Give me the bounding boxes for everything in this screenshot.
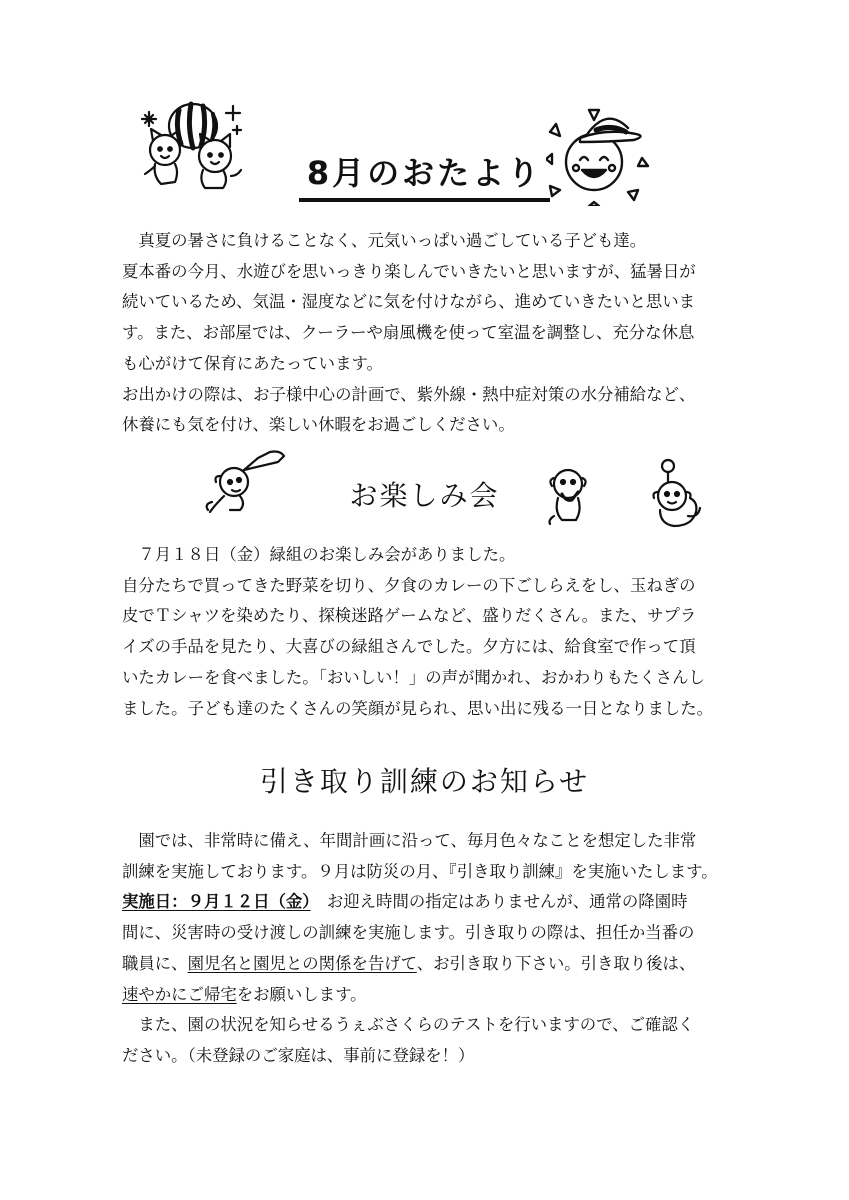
- party-paragraph: [122, 540, 732, 724]
- text-line: [122, 949, 732, 980]
- text-line: 真夏の暑さに負けることなく、元気いっぱい過ごしている子ども達。: [122, 231, 647, 250]
- greeting-paragraph: [122, 226, 732, 441]
- page-title: [0, 148, 849, 202]
- page-title-text: 8月のおたより: [299, 148, 550, 202]
- drill-date-label: 実施日：: [122, 892, 188, 912]
- text-line: お出かけの際は、お子様中心の計画で、紫外線・熱中症対策の水分補給など、: [122, 384, 696, 404]
- drill-date-value: ９月１２日（金）: [187, 892, 311, 912]
- text-line: [122, 887, 732, 918]
- text-segment: 職員に、: [122, 953, 188, 973]
- text-line: 間に、災害時の受け渡しの訓練を実施します。引き取りの際は、担任か当番の: [122, 923, 695, 943]
- text-line: また、園の状況を知らせるうぇぶさくらのテストを行いますので、ご確認く: [122, 1015, 695, 1035]
- text-line: ださい。（未登録のご家庭は、事前に登録を！）: [122, 1045, 475, 1065]
- text-segment: お迎え時間の指定はありませんが、通常の降園時: [310, 892, 688, 912]
- text-line: も心がけて保育にあたっています。: [122, 353, 383, 373]
- text-line: いたカレーを食べました。「おいしい！」の声が聞かれ、おかわりもたくさんし: [122, 667, 705, 687]
- text-line: ７月１８日（金）緑組のお楽しみ会がありました。: [122, 545, 516, 564]
- text-line: す。また、お部屋では、クーラーや扇風機を使って室温を調整し、充分な休息: [122, 323, 695, 343]
- section-heading-party: お楽しみ会: [349, 479, 500, 512]
- text-line: 園では、非常時に備え、年間計画に沿って、毎月色々なことを想定した非常: [122, 831, 697, 850]
- text-segment: をお願いします。: [236, 984, 367, 1004]
- text-line: ました。子ども達のたくさんの笑顔が見られ、思い出に残る一日となりました。: [122, 698, 714, 718]
- pickup-drill-paragraph: [122, 826, 732, 1072]
- text-segment: 、お引き取り下さい。引き取り後は、: [416, 953, 696, 973]
- text-line: [122, 980, 732, 1011]
- text-line: 訓練を実施しております。９月は防災の月、『引き取り訓練』を実施いたします。: [122, 861, 718, 881]
- text-line: 自分たちで買ってきた野菜を切り、夕食のカレーの下ごしらえをし、玉ねぎの: [122, 575, 696, 595]
- emphasis-go-home: 速やかにご帰宅: [122, 984, 237, 1004]
- text-line: 続いているため、気温・湿度などに気を付けながら、進めていきたいと思いま: [122, 292, 696, 312]
- monkey-eating-banana-icon: [546, 466, 592, 526]
- emphasis-relationship: 園児名と園児との関係を告げて: [187, 953, 417, 973]
- text-line: 皮でＴシャツを染めたり、探検迷路ゲームなど、盛りだくさん。また、サプラ: [122, 606, 697, 626]
- monkey-with-balloon-icon: [648, 458, 702, 530]
- text-line: イズの手品を見たり、大喜びの緑組さんでした。夕方には、給食室で作って頂: [122, 637, 696, 657]
- section-heading-pickup-drill: 引き取り訓練のお知らせ: [259, 765, 590, 798]
- text-line: 夏本番の今月、水遊びを思いっきり楽しんでいきたいと思いますが、猛暑日が: [122, 261, 696, 281]
- text-line: 休養にも気を付け、楽しい休暇をお過ごしください。: [122, 415, 515, 435]
